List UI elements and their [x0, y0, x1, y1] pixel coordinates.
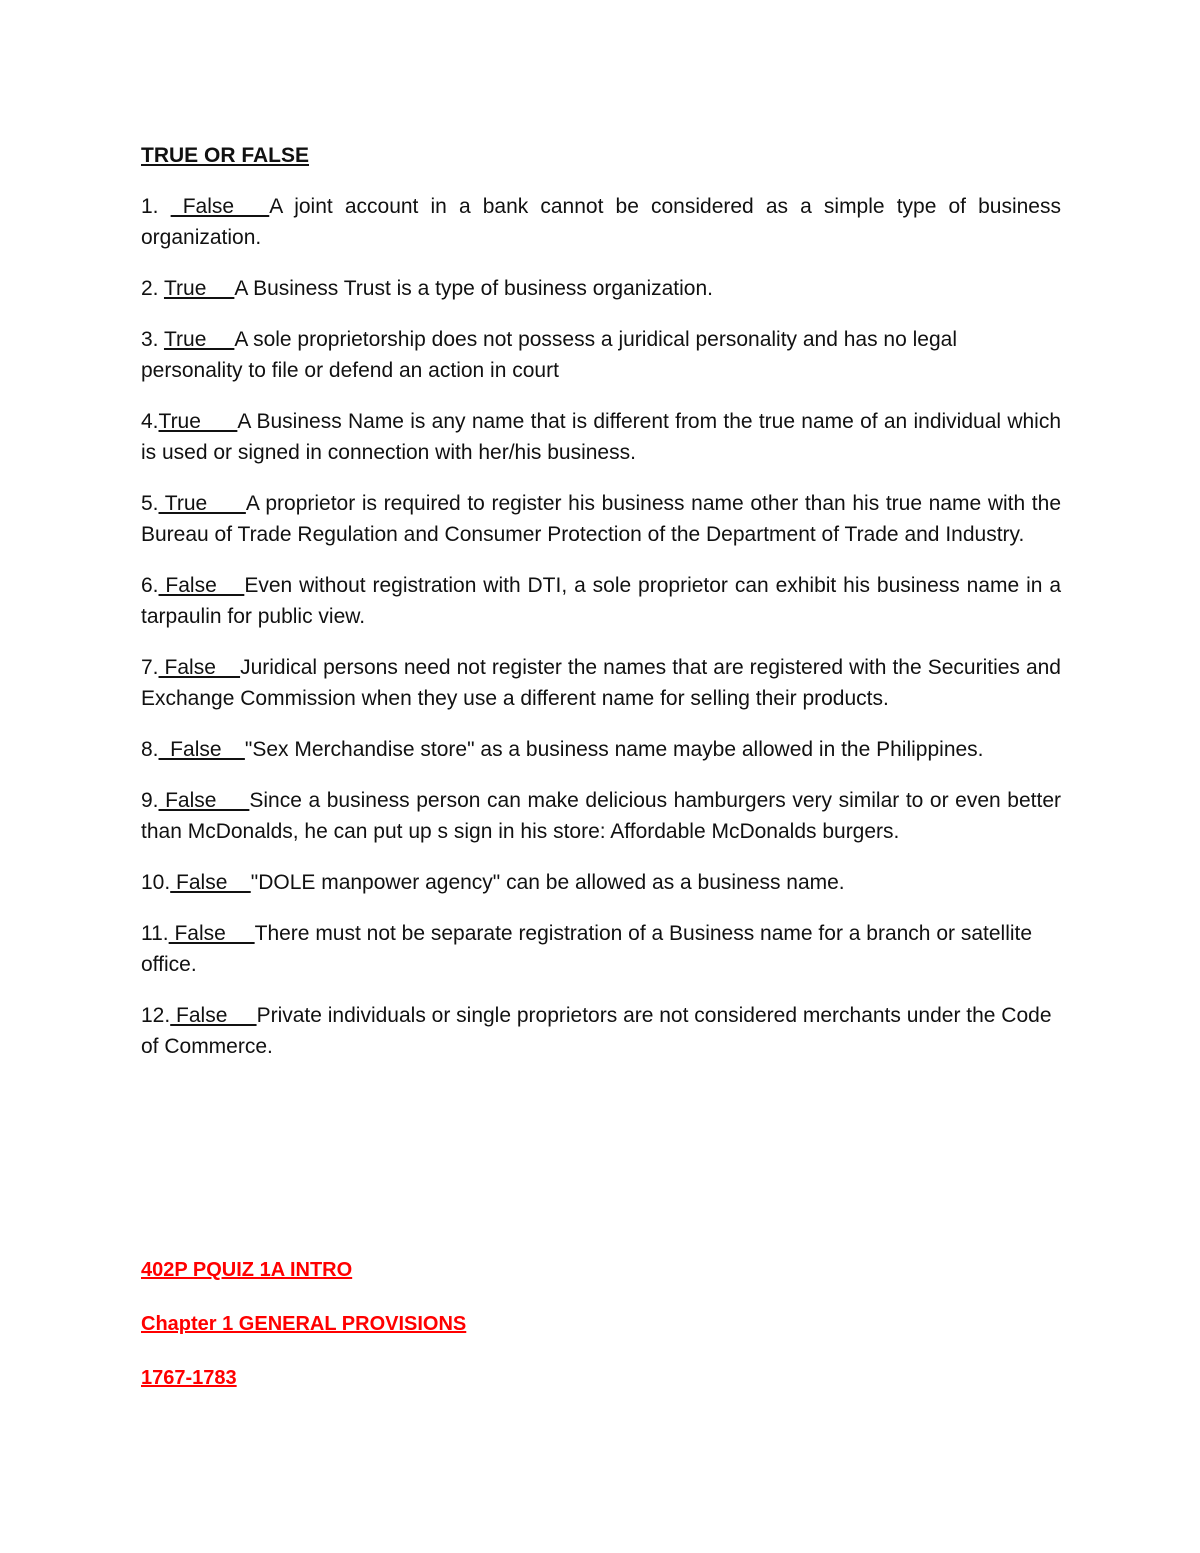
item-statement: A joint account in a bank cannot be considered as a simple type of business organization.	[141, 195, 1061, 249]
item-statement: "Sex Merchandise store" as a business name maybe allowed in the Philippines.	[244, 738, 984, 761]
item-answer: False	[158, 656, 241, 679]
item-statement: A Business Trust is a type of business organization.	[234, 277, 713, 300]
item-answer: False	[170, 871, 251, 894]
red-headings	[141, 1255, 841, 1417]
section-heading: TRUE OR FALSE	[141, 144, 310, 167]
quiz-item-3	[141, 324, 1061, 386]
item-statement: "DOLE manpower agency" can be allowed as a business name.	[250, 871, 845, 894]
item-statement: Private individuals or single proprietors are not considered merchants under the Code of Commerce.	[141, 1004, 1052, 1058]
quiz-content	[141, 140, 1061, 1082]
quiz-item-10	[141, 867, 1061, 898]
item-answer: False	[158, 738, 245, 761]
quiz-item-4	[141, 406, 1061, 468]
item-number: 8.	[141, 738, 159, 761]
item-answer: False	[170, 195, 270, 218]
item-statement: Since a business person can make delicious hamburgers very similar to or even better than McDonalds, he can put up s sign in his store: Affordable McDonalds burgers.	[141, 789, 1062, 843]
item-number: 6.	[141, 574, 159, 597]
item-statement: Juridical persons need not register the names that are registered with the Securities and Exchange Commission when they use a different name for selling their products.	[141, 656, 1061, 710]
item-answer: False	[168, 922, 255, 945]
item-number: 4.	[141, 410, 159, 433]
chapter-heading: Chapter 1 GENERAL PROVISIONS	[141, 1313, 467, 1335]
item-answer: True	[163, 277, 235, 300]
item-number: 9.	[141, 789, 159, 812]
quiz-item-1	[141, 191, 1061, 253]
item-number: 5.	[141, 492, 159, 515]
quiz-item-6	[141, 570, 1061, 632]
quiz-item-9	[141, 785, 1061, 847]
item-statement: A Business Name is any name that is different from the true name of an individual which is used or signed in connection with her/his business.	[141, 410, 1062, 464]
item-statement: A sole proprietorship does not possess a juridical personality and has no legal personality to file or defend an action in court	[141, 328, 957, 382]
quiz-item-7	[141, 652, 1061, 714]
article-range-heading: 1767-1783	[141, 1367, 237, 1389]
item-number: 1.	[141, 195, 171, 218]
item-statement: There must not be separate registration of a Business name for a branch or satellite office.	[141, 922, 1033, 976]
item-answer: True	[158, 492, 246, 515]
item-answer: False	[170, 1004, 257, 1027]
item-number: 11.	[141, 922, 169, 945]
quiz-item-5	[141, 488, 1061, 550]
quiz-item-11	[141, 918, 1061, 980]
quiz-item-2	[141, 273, 1061, 304]
item-answer: True	[163, 328, 235, 351]
quiz-code-heading: 402P PQUIZ 1A INTRO	[141, 1259, 353, 1281]
item-statement: A proprietor is required to register his business name other than his true name with the Bureau of Trade Regulation and Consumer Protection of the Department of Trade and Industry.	[141, 492, 1062, 546]
item-number: 10.	[141, 871, 171, 894]
quiz-item-12	[141, 1000, 1061, 1062]
item-answer: False	[158, 789, 250, 812]
item-answer: False	[158, 574, 245, 597]
item-statement: Even without registration with DTI, a sole proprietor can exhibit his business name in a tarpaulin for public view.	[141, 574, 1061, 628]
quiz-item-8	[141, 734, 1061, 765]
item-answer: True	[158, 410, 238, 433]
item-number: 2.	[141, 277, 164, 300]
item-number: 3.	[141, 328, 164, 351]
item-number: 7.	[141, 656, 159, 679]
item-number: 12.	[141, 1004, 171, 1027]
